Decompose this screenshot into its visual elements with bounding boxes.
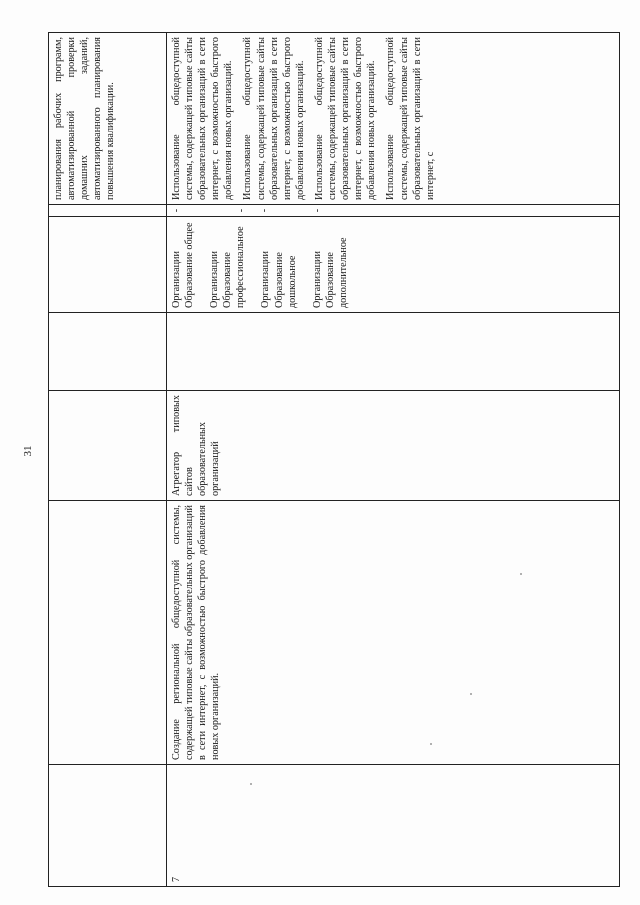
dash-mark: -	[312, 208, 324, 213]
target-item: Организации Образование дошкольное	[260, 251, 298, 308]
measure-description: Создание региональной общедоступной системы, содержащей типовые сайты образовательных организаций в сети интернет, с возможностью быстрого добавления новых организаций.	[171, 505, 222, 760]
target-item: Организации Образование дополнительное	[311, 237, 349, 308]
page-number: 31	[22, 445, 34, 457]
measures-table	[48, 32, 620, 887]
scan-speck	[470, 693, 472, 695]
row-number: 7	[171, 876, 182, 882]
scan-speck	[520, 573, 522, 575]
usage-paragraph: Использование общедоступной системы, содержащей типовые сайты образовательных организаций в сети интернет, с возможностью быстрого добавления новых организаций.	[242, 37, 306, 200]
cell-dash-empty	[49, 205, 167, 217]
continued-paragraph: планирования рабочих программ, автоматизированной проверки домашних заданий, автоматизированного планирования повышения квалификации.	[53, 37, 117, 200]
usage-paragraph: Использование общедоступной системы, содержащей типовые сайты образовательных организаций в сети интернет, с	[385, 37, 436, 200]
cell-row-number	[167, 765, 620, 887]
dash-mark: -	[171, 208, 182, 213]
cell-description	[167, 501, 620, 765]
cell-targets-empty	[49, 217, 167, 313]
cell-empty-4	[49, 313, 167, 391]
dash-mark: -	[236, 208, 248, 213]
cell-result	[167, 391, 620, 501]
cell-empty-column	[167, 313, 620, 391]
cell-continued-text	[49, 33, 167, 205]
target-item: Организации Образование общее	[171, 222, 196, 308]
usage-paragraph: Использование общедоступной системы, содержащей типовые сайты образовательных организаций в сети интернет, с возможностью быстрого добавления новых организаций.	[313, 37, 378, 200]
table-row-continued	[49, 33, 167, 887]
cell-number-empty	[49, 765, 167, 887]
usage-paragraph: Использование общедоступной системы, содержащей типовые сайты образовательных организаций в сети интернет, с возможностью быстрого добавления новых организаций.	[171, 37, 235, 200]
dash-mark: -	[259, 208, 271, 213]
cell-result-empty	[49, 391, 167, 501]
scan-speck	[250, 783, 252, 785]
result-text: Агрегатор типовых сайтов образовательных организаций	[171, 395, 222, 496]
cell-description-empty	[49, 501, 167, 765]
cell-dashes	[167, 205, 620, 217]
scan-speck	[430, 743, 432, 745]
cell-usage	[167, 33, 620, 205]
cell-target-organizations	[167, 217, 620, 313]
target-item: Организации Образование профессиональное	[209, 226, 247, 308]
table-row-7	[167, 33, 620, 887]
